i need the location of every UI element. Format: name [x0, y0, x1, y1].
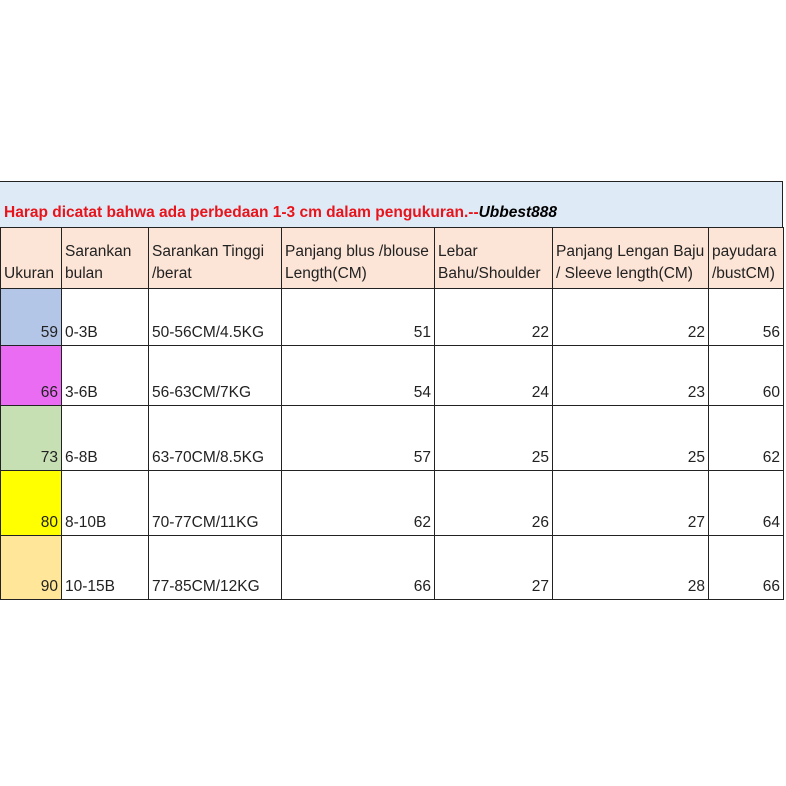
brand-name: Ubbest888 [478, 204, 558, 221]
height-weight-cell: 70-77CM/11KG [149, 471, 282, 536]
notice-message: Harap dicatat bahwa ada perbedaan 1-3 cm dalam pengukuran.-- [4, 204, 479, 221]
bust-cell: 64 [709, 471, 784, 536]
month-cell: 8-10B [62, 471, 149, 536]
header-blouse-length: Panjang blus /blouse Length(CM) [282, 228, 435, 289]
size-cell: 73 [1, 406, 62, 471]
header-size: Ukuran [1, 228, 62, 289]
blouse-length-cell: 57 [282, 406, 435, 471]
height-weight-cell: 56-63CM/7KG [149, 346, 282, 406]
sleeve-cell: 28 [553, 536, 709, 600]
size-cell: 90 [1, 536, 62, 600]
bust-cell: 66 [709, 536, 784, 600]
shoulder-cell: 22 [435, 289, 553, 346]
header-bust: payudara /bustCM) [709, 228, 784, 289]
table-row [1, 346, 784, 406]
notice-banner [0, 181, 783, 228]
notice-text [4, 204, 557, 222]
size-cell: 66 [1, 346, 62, 406]
size-cell: 80 [1, 471, 62, 536]
height-weight-cell: 77-85CM/12KG [149, 536, 282, 600]
month-cell: 6-8B [62, 406, 149, 471]
sleeve-cell: 27 [553, 471, 709, 536]
header-shoulder: Lebar Bahu/Shoulder [435, 228, 553, 289]
table-row [1, 471, 784, 536]
blouse-length-cell: 66 [282, 536, 435, 600]
shoulder-cell: 25 [435, 406, 553, 471]
blouse-length-cell: 54 [282, 346, 435, 406]
month-cell: 3-6B [62, 346, 149, 406]
month-cell: 0-3B [62, 289, 149, 346]
size-table [0, 227, 784, 600]
header-height-weight: Sarankan Tinggi /berat [149, 228, 282, 289]
bust-cell: 60 [709, 346, 784, 406]
sleeve-cell: 22 [553, 289, 709, 346]
sleeve-cell: 25 [553, 406, 709, 471]
blouse-length-cell: 51 [282, 289, 435, 346]
month-cell: 10-15B [62, 536, 149, 600]
shoulder-cell: 26 [435, 471, 553, 536]
header-month: Sarankan bulan [62, 228, 149, 289]
sleeve-cell: 23 [553, 346, 709, 406]
table-row [1, 406, 784, 471]
height-weight-cell: 50-56CM/4.5KG [149, 289, 282, 346]
table-row [1, 536, 784, 600]
table-row [1, 289, 784, 346]
blouse-length-cell: 62 [282, 471, 435, 536]
bust-cell: 56 [709, 289, 784, 346]
bust-cell: 62 [709, 406, 784, 471]
header-row [1, 228, 784, 289]
header-sleeve: Panjang Lengan Baju / Sleeve length(CM) [553, 228, 709, 289]
size-cell: 59 [1, 289, 62, 346]
shoulder-cell: 27 [435, 536, 553, 600]
height-weight-cell: 63-70CM/8.5KG [149, 406, 282, 471]
shoulder-cell: 24 [435, 346, 553, 406]
